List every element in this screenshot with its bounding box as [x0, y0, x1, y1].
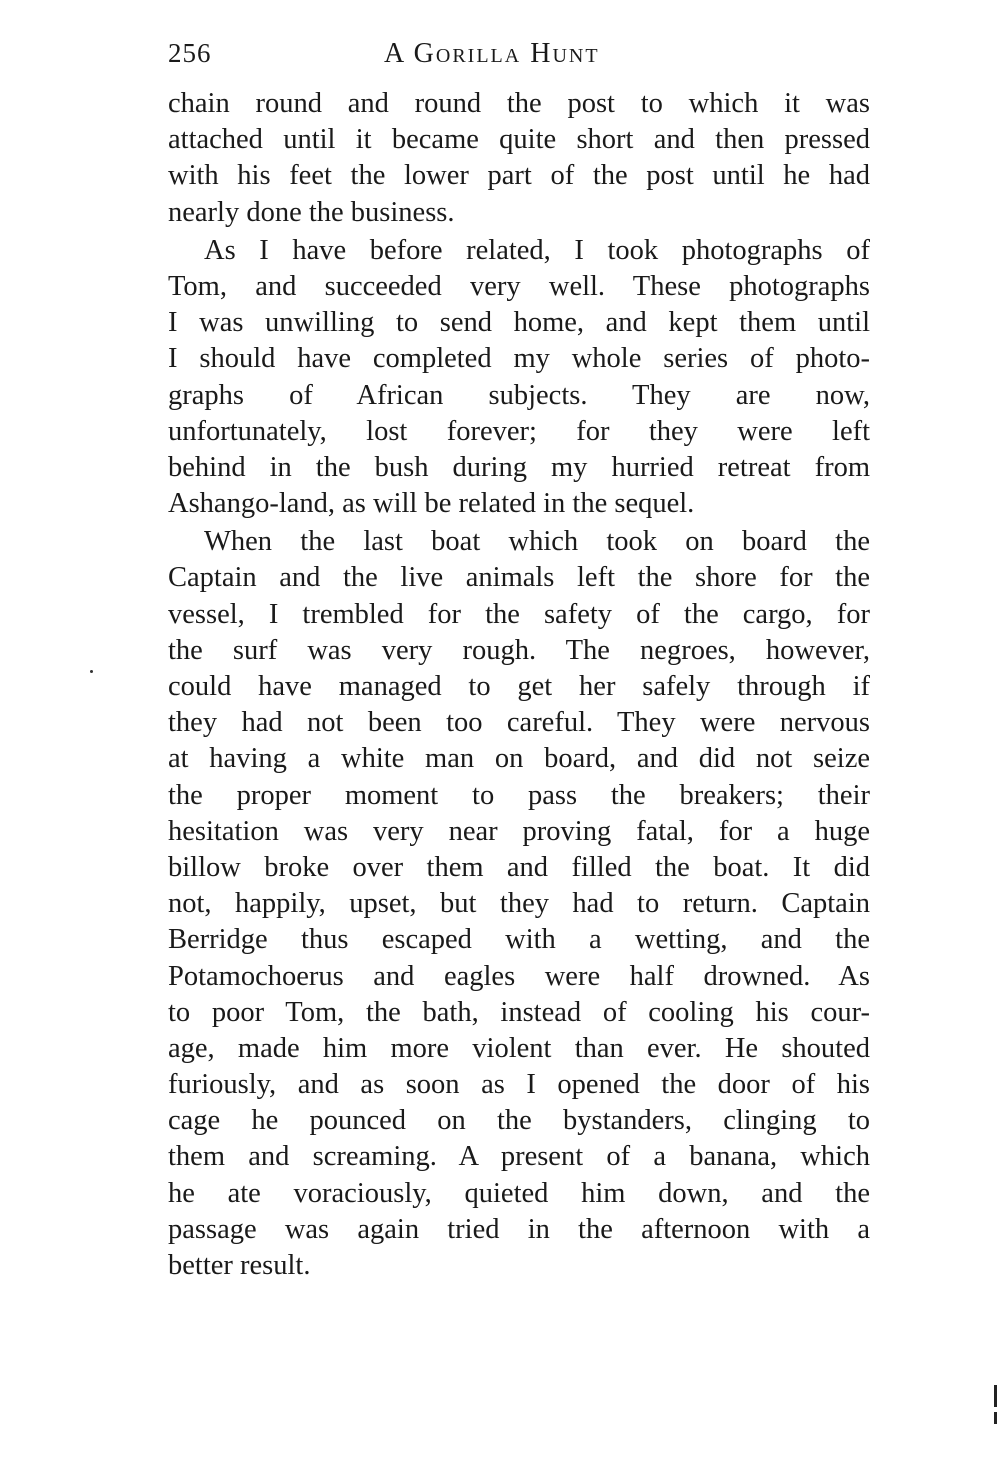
text-line: they had not been too careful. They were nervous — [168, 707, 870, 739]
text-line: cage he pounced on the bystanders, clinging to — [168, 1105, 870, 1137]
paragraph — [168, 524, 870, 1284]
text-line: them and screaming. A present of a banana, which — [168, 1141, 870, 1173]
text-line: Ashango-land, as will be related in the sequel. — [168, 488, 695, 520]
text-line: chain round and round the post to which it was — [168, 88, 870, 119]
text-line: age, made him more violent than ever. He shouted — [168, 1032, 870, 1064]
text-line: unfortunately, lost forever; for they were left — [168, 415, 870, 447]
text-line: Captain and the live animals left the shore for the — [168, 562, 870, 594]
body-text — [168, 86, 870, 1284]
text-line: the surf was very rough. The negroes, however, — [168, 634, 870, 666]
text-line: Tom, and succeeded very well. These photographs — [168, 270, 870, 302]
text-line: could have managed to get her safely through if — [168, 671, 870, 702]
scan-edge-mark — [994, 1412, 997, 1424]
paragraph — [168, 86, 870, 231]
text-line: passage was again tried in the afternoon with a — [168, 1213, 870, 1245]
text-line: graphs of African subjects. They are now, — [168, 379, 870, 411]
text-line: hesitation was very near proving fatal, for a huge — [168, 815, 870, 847]
text-line: Potamochoerus and eagles were half drowned. As — [168, 960, 870, 992]
text-line: vessel, I trembled for the safety of the cargo, for — [168, 598, 870, 630]
text-line: nearly done the business. — [168, 196, 455, 228]
text-line: better result. — [168, 1250, 311, 1281]
text-line: I was unwilling to send home, and kept them until — [168, 307, 870, 339]
running-title: A Gorilla Hunt — [384, 38, 600, 69]
text-line: I should have completed my whole series of photo- — [168, 343, 870, 375]
scan-speck — [90, 670, 93, 673]
paragraph — [168, 233, 870, 523]
text-line: with his feet the lower part of the post until he had — [168, 160, 870, 192]
text-line: attached until it became quite short and then pressed — [168, 124, 870, 156]
text-line: furiously, and as soon as I opened the door of his — [168, 1069, 870, 1101]
text-line: billow broke over them and filled the boat. It did — [168, 851, 870, 883]
text-line: When the last boat which took on board the — [204, 526, 870, 558]
text-line: to poor Tom, the bath, instead of cooling his cour- — [168, 996, 870, 1028]
scan-edge-mark — [994, 1385, 997, 1407]
page-number: 256 — [168, 38, 212, 68]
text-line: Berridge thus escaped with a wetting, and the — [168, 924, 870, 956]
text-line: the proper moment to pass the breakers; their — [168, 779, 870, 811]
text-line: at having a white man on board, and did not seize — [168, 743, 870, 775]
page-header — [168, 38, 870, 78]
text-line: behind in the bush during my hurried retreat from — [168, 451, 870, 483]
text-line: As I have before related, I took photographs of — [204, 234, 870, 266]
text-line: he ate voraciously, quieted him down, and the — [168, 1177, 870, 1209]
text-line: not, happily, upset, but they had to return. Captain — [168, 888, 870, 920]
